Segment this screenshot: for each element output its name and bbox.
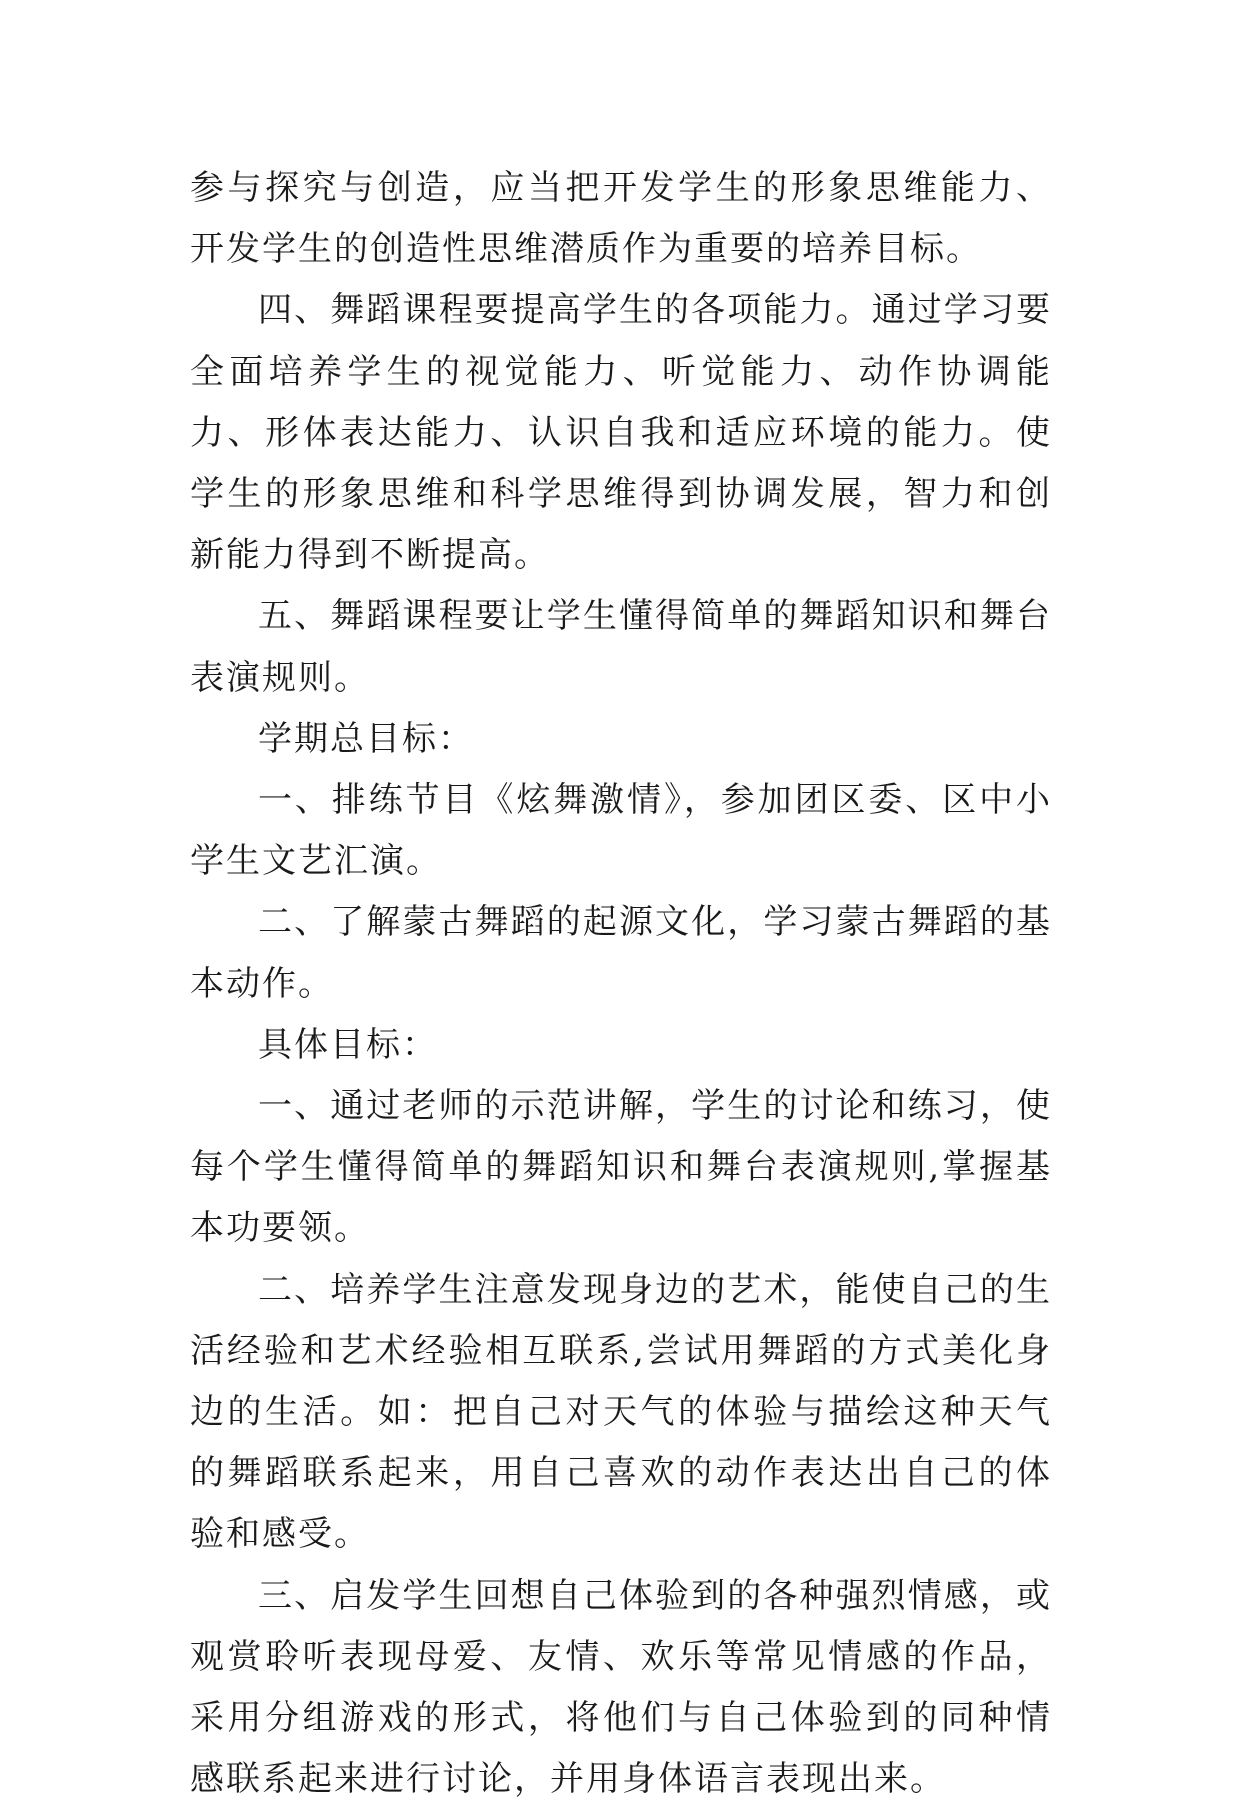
paragraph-continuation: 参与探究与创造，应当把开发学生的形象思维能力、开发学生的创造性思维潜质作为重要的培养目标。 — [190, 168, 1052, 270]
specific-goal-three: 三、启发学生回想自己体验到的各种强烈情感，或观赏聆听表现母爱、友情、欢乐等常见情感的作品，采用分组游戏的形式，将他们与自己体验到的同种情感联系起来进行讨论，并用身体语言表现出来。 — [190, 1575, 1052, 1800]
specific-goal-two: 二、培养学生注意发现身边的艺术，能使自己的生活经验和艺术经验相互联系,尝试用舞蹈的方式美化身边的生活。如：把自己对天气的体验与描绘这种天气的舞蹈联系起来，用自己喜欢的动作表达出自己的体验和感受。 — [190, 1269, 1052, 1555]
paragraph-item-five: 五、舞蹈课程要让学生懂得简单的舞蹈知识和舞台表演规则。 — [190, 596, 1052, 698]
specific-goal-one: 一、通过老师的示范讲解，学生的讨论和练习，使每个学生懂得简单的舞蹈知识和舞台表演规则,掌握基本功要领。 — [190, 1086, 1052, 1249]
paragraph-item-four: 四、舞蹈课程要提高学生的各项能力。通过学习要全面培养学生的视觉能力、听觉能力、动作协调能力、形体表达能力、认识自我和适应环境的能力。使学生的形象思维和科学思维得到协调发展，智力和创新能力得到不断提高。 — [190, 290, 1052, 576]
heading-specific-goals: 具体目标： — [258, 1024, 438, 1065]
semester-goal-two: 二、了解蒙古舞蹈的起源文化，学习蒙古舞蹈的基本动作。 — [190, 902, 1052, 1004]
heading-semester-goals: 学期总目标： — [258, 718, 474, 759]
semester-goal-one: 一、排练节目《炫舞激情》，参加团区委、区中小学生文艺汇演。 — [190, 780, 1052, 882]
document-body — [190, 158, 1052, 1810]
